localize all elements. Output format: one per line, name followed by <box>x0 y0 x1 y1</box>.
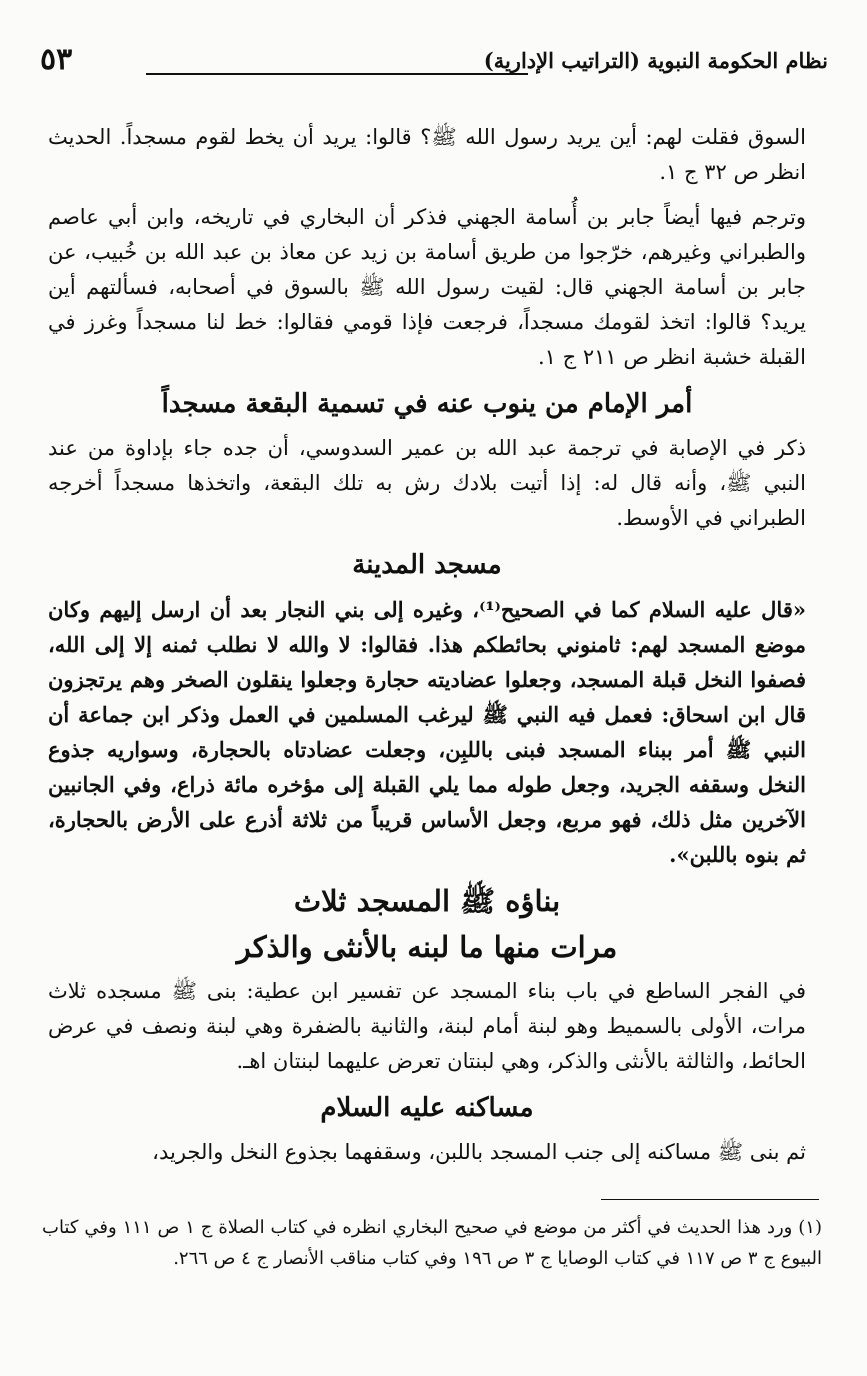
header-rule <box>146 73 528 75</box>
footnote: (١) ورد هذا الحديث في أكثر من موضع في صحيح البخاري انظره في كتاب الصلاة ج ١ ص ١١١ وفي كتاب البيوع ج ٣ ص ١١٧ في كتاب الوصايا ج ٣ ص ١٩٦ وفي كتاب مناقب الأنصار ج ٤ ص ٢٦٦. <box>42 1217 822 1269</box>
page-body <box>48 120 806 1180</box>
section-heading-built-three-cont: مرات منها ما لبنه بالأنثى والذكر <box>236 930 618 964</box>
running-title: نظام الحكومة النبوية (التراتيب الإدارية) <box>483 48 828 73</box>
section-heading-delegation: أمر الإمام من ينوب عنه في تسمية البقعة مسجداً <box>161 389 693 419</box>
running-header <box>36 44 828 84</box>
paragraph-quote-mosque: «قال عليه السلام كما في الصحيح⁽¹⁾، وغيره إلى بني النجار بعد أن ارسل إليهم وكان موضع المسجد لهم: ثامنوني بحائطكم هذا. فقالوا: لا والله لا نطلب ثمنه إلا إلى الله، فصفوا النخل قبلة المسجد، وجعلوا عضاديته حجارة وجعلوا ينقلون الصخر وهم يرتجزون قال ابن اسحاق: فعمل فيه النبي ﷺ ليرغب المسلمين في العمل وذكر ابن جماعة أن النبي ﷺ أمر ببناء المسجد فبنى باللبِن، وجعلت عضادتاه بالحجارة، وسواريه جذوع النخل وسقفه الجريد، وجعل طوله مما يلي القبلة إلى مؤخره مائة ذراع، وفي الجانبين الآخرين مثل ذلك، فهو مربع، وجعل الأساس قريباً من ثلاثة أذرع على الأرض بالحجارة، ثم بنوه باللبن». <box>48 597 806 867</box>
section-heading-madinah-mosque: مسجد المدينة <box>352 550 502 580</box>
paragraph-fajr-satie: في الفجر الساطع في باب بناء المسجد عن تفسير ابن عطية: بنى ﷺ مسجده ثلاث مرات، الأولى بالسميط وهو لبنة أمام لبنة، والثانية بالضفرة وهي لبنة ونصف في عرض الحائط، والثالثة بالأنثى والذكر، وهي لبنتان تعرض عليهما لبنتان اهـ. <box>48 979 806 1073</box>
section-heading-dwellings: مساكنه عليه السلام <box>320 1093 534 1123</box>
paragraph-dwellings: ثم بنى ﷺ مساكنه إلى جنب المسجد باللبن، وسقفهما بجذوع النخل والجريد، <box>152 1140 806 1164</box>
paragraph-isabah: ذكر في الإصابة في ترجمة عبد الله بن عمير السدوسي، أن جده جاء بإداوة من عند النبي ﷺ، وأنه قال له: إذا أتيت بلادك رش به تلك البقعة، واتخذها مسجداً أخرجه الطبراني في الأوسط. <box>48 436 806 530</box>
footnote-rule <box>601 1199 819 1200</box>
paragraph-jabir: وترجم فيها أيضاً جابر بن أُسامة الجهني فذكر أن البخاري في تاريخه، وابن أبي عاصم والطبراني وغيرهم، خرّجوا من طريق أسامة بن زيد عن معاذ بن عبد الله بن خُبيب، عن جابر بن أسامة الجهني قال: لقيت رسول الله ﷺ بالسوق في أصحابه، فسألتهم أين يريد؟ قالوا: اتخذ لقومك مسجداً، فرجعت فإذا قومي فقالوا: خط لنا مسجداً وغرز في القبلة خشبة انظر ص ٢١١ ج ١. <box>48 205 806 369</box>
section-heading-built-three: بناؤه ﷺ المسجد ثلاث <box>293 884 561 918</box>
page-number: ٥٣ <box>40 42 73 77</box>
paragraph-continued: السوق فقلت لهم: أين يريد رسول الله ﷺ؟ قالوا: يريد أن يخط لقوم مسجداً. الحديث انظر ص ٣٢ ج ١. <box>48 125 806 184</box>
